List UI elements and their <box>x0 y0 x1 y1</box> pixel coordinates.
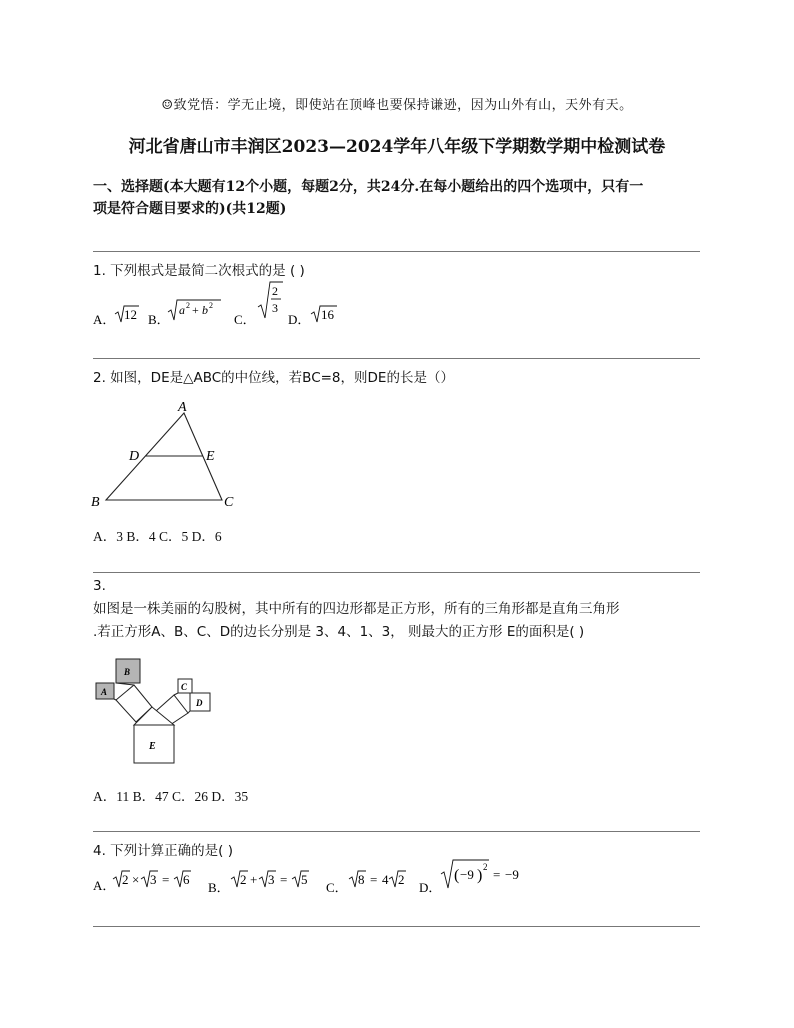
q1-option-b-expr: a <box>179 303 185 317</box>
point-label-e: E <box>206 449 215 464</box>
q4-option-a-label: A． <box>93 878 116 893</box>
q4-b-term: 3 <box>268 872 275 887</box>
question-2-text: 2. 如图，DE是△ABC的中位线，若BC=8，则DE的长是（） <box>93 370 454 386</box>
q4-d-paren: ( <box>454 867 460 884</box>
section-heading <box>93 176 703 220</box>
square-label-b: B <box>124 667 131 677</box>
q4-a-term: 6 <box>183 872 190 887</box>
divider <box>93 926 700 927</box>
vertex-label-b: B <box>91 495 100 510</box>
q1-option-a-label: A． <box>93 312 116 327</box>
q1-option-b-expr2: b <box>202 303 208 317</box>
q4-d-eq: = <box>493 867 501 882</box>
divider <box>93 572 700 573</box>
q1-option-b-plus: + <box>192 303 199 317</box>
q4-option-c-label: C． <box>326 880 348 895</box>
q4-d-paren: ) <box>477 867 483 884</box>
q4-a-term: 2 <box>122 872 129 887</box>
q4-a-term: 3 <box>150 872 157 887</box>
question-3-pythagoras-tree-figure <box>92 655 217 767</box>
question-3-line1: 如图是一株美丽的勾股树，其中所有的四边形都是正方形，所有的三角形都是直角三角形 <box>93 601 620 617</box>
q4-d-exp: 2 <box>483 862 488 872</box>
question-1-text: 1. 下列根式是最简二次根式的是 ( ) <box>93 263 305 279</box>
q1-option-b-exp: 2 <box>186 301 190 310</box>
question-3-number: 3. <box>93 578 106 594</box>
section-heading-line2: 项是符合题目要求的)(共12题) <box>93 201 287 217</box>
divider <box>93 831 700 832</box>
question-2-triangle-figure <box>88 396 248 516</box>
question-1-options <box>93 280 713 330</box>
q4-b-eq: = <box>280 872 288 887</box>
question-3-line2: .若正方形A、B、C、D的边长分别是 3、4、1、3， 则最大的正方形 E的面积是( ) <box>93 624 585 640</box>
q4-option-d-label: D． <box>419 880 442 895</box>
square-label-a: A <box>101 687 108 697</box>
question-2-options: A．3 B．4 C．5 D．6 <box>93 529 222 544</box>
point-label-d: D <box>129 449 140 464</box>
q4-d-term: −9 <box>460 867 474 882</box>
q4-c-term: 4 <box>382 872 389 887</box>
square-label-d: D <box>196 698 203 708</box>
question-4-options <box>93 858 713 898</box>
q1-option-d-label: D． <box>288 312 311 327</box>
q4-a-times: × <box>132 872 140 887</box>
q4-b-plus: + <box>250 872 258 887</box>
q1-option-c-numerator: 2 <box>272 284 278 298</box>
section-heading-line1: 一、选择题(本大题有12个小题，每题2分，共24分.在每小题给出的四个选项中，只有一 <box>93 179 644 195</box>
q4-c-term: 2 <box>398 872 405 887</box>
divider <box>93 358 700 359</box>
square-label-c: C <box>181 682 188 692</box>
page-title: 河北省唐山市丰润区2023—2024学年八年级下学期数学期中检测试卷 <box>128 137 666 157</box>
q1-option-b-label: B． <box>148 312 170 327</box>
radical-sign-icon <box>258 282 283 318</box>
q1-option-a-radicand: 12 <box>124 307 137 322</box>
q4-a-eq: = <box>162 872 170 887</box>
q1-option-c-denominator: 3 <box>272 301 278 315</box>
connector <box>188 711 190 713</box>
vertex-label-a: A <box>178 400 187 415</box>
connector <box>174 693 178 695</box>
motto-line: ☺致党悟：学无止境，即使站在顶峰也要保持谦逊，因为山外有山，天外有天。 <box>161 98 633 113</box>
q4-option-b-label: B． <box>208 880 230 895</box>
q4-c-term: 8 <box>358 872 365 887</box>
q1-option-d-radicand: 16 <box>321 307 334 322</box>
question-3-options: A．11 B．47 C．26 D．35 <box>93 789 249 804</box>
q1-option-c-label: C． <box>234 312 256 327</box>
square-label-e: E <box>149 741 156 752</box>
q4-c-eq: = <box>370 872 378 887</box>
q1-option-b-exp2: 2 <box>209 301 213 310</box>
vertex-label-c: C <box>224 495 234 510</box>
question-4-text: 4. 下列计算正确的是( ) <box>93 843 233 859</box>
question-1-options-math <box>93 280 393 330</box>
q4-d-term: −9 <box>505 867 519 882</box>
divider <box>93 251 700 252</box>
q4-b-term: 5 <box>301 872 308 887</box>
q4-b-term: 2 <box>240 872 247 887</box>
connector <box>114 699 116 700</box>
question-4-options-math <box>93 858 613 898</box>
